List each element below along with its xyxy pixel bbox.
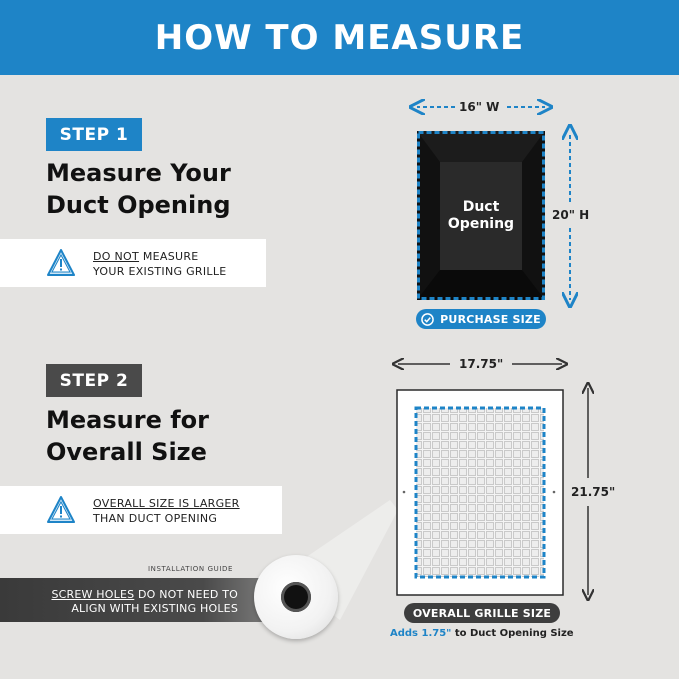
step2-title-line1: Measure for bbox=[46, 406, 209, 434]
step2-note-line1: OVERALL SIZE IS LARGER bbox=[93, 497, 240, 510]
grille-mesh bbox=[416, 408, 544, 577]
installation-guide-label: INSTALLATION GUIDE bbox=[148, 565, 234, 573]
step1-badge: STEP 1 bbox=[46, 118, 142, 151]
adds-size-highlight: Adds 1.75" bbox=[390, 628, 452, 639]
step2-title-line2: Overall Size bbox=[46, 438, 207, 466]
duct-opening-line1: Duct bbox=[462, 199, 500, 215]
page-title: HOW TO MEASURE bbox=[154, 17, 525, 58]
purchase-size-label: PURCHASE SIZE bbox=[440, 312, 541, 326]
duct-opening-label bbox=[440, 199, 522, 233]
purchase-size-badge bbox=[416, 309, 546, 329]
step2-badge: STEP 2 bbox=[46, 364, 142, 397]
screw-holes-line2: ALIGN WITH EXISTING HOLES bbox=[71, 602, 238, 615]
step1-note-underlined: DO NOT bbox=[93, 250, 140, 263]
overall-grille-size-badge: OVERALL GRILLE SIZE bbox=[404, 603, 560, 623]
grille-height-label: 21.75" bbox=[571, 485, 616, 499]
duct-opening-line2: Opening bbox=[447, 216, 515, 232]
adds-size-note bbox=[390, 628, 574, 639]
step1-note-line2: YOUR EXISTING GRILLE bbox=[93, 265, 227, 278]
screw-holes-rest: DO NOT NEED TO bbox=[134, 588, 238, 601]
adds-size-rest: to Duct Opening Size bbox=[451, 628, 574, 639]
grille-width-label: 17.75" bbox=[459, 357, 504, 371]
screw-hole-right bbox=[553, 491, 556, 494]
step1-title-line2: Duct Opening bbox=[46, 191, 231, 219]
screw-hole-left bbox=[403, 491, 406, 494]
screw-holes-underlined: SCREW HOLES bbox=[51, 588, 135, 601]
duct-height-label: 20" H bbox=[552, 208, 590, 222]
step1-note-rest: MEASURE bbox=[139, 250, 199, 263]
grille-diagram bbox=[397, 364, 588, 595]
duct-width-label: 16" W bbox=[459, 100, 500, 114]
step1-title-line1: Measure Your bbox=[46, 159, 231, 187]
step2-note-line2: THAN DUCT OPENING bbox=[93, 512, 218, 525]
check-circle-icon bbox=[421, 313, 434, 326]
